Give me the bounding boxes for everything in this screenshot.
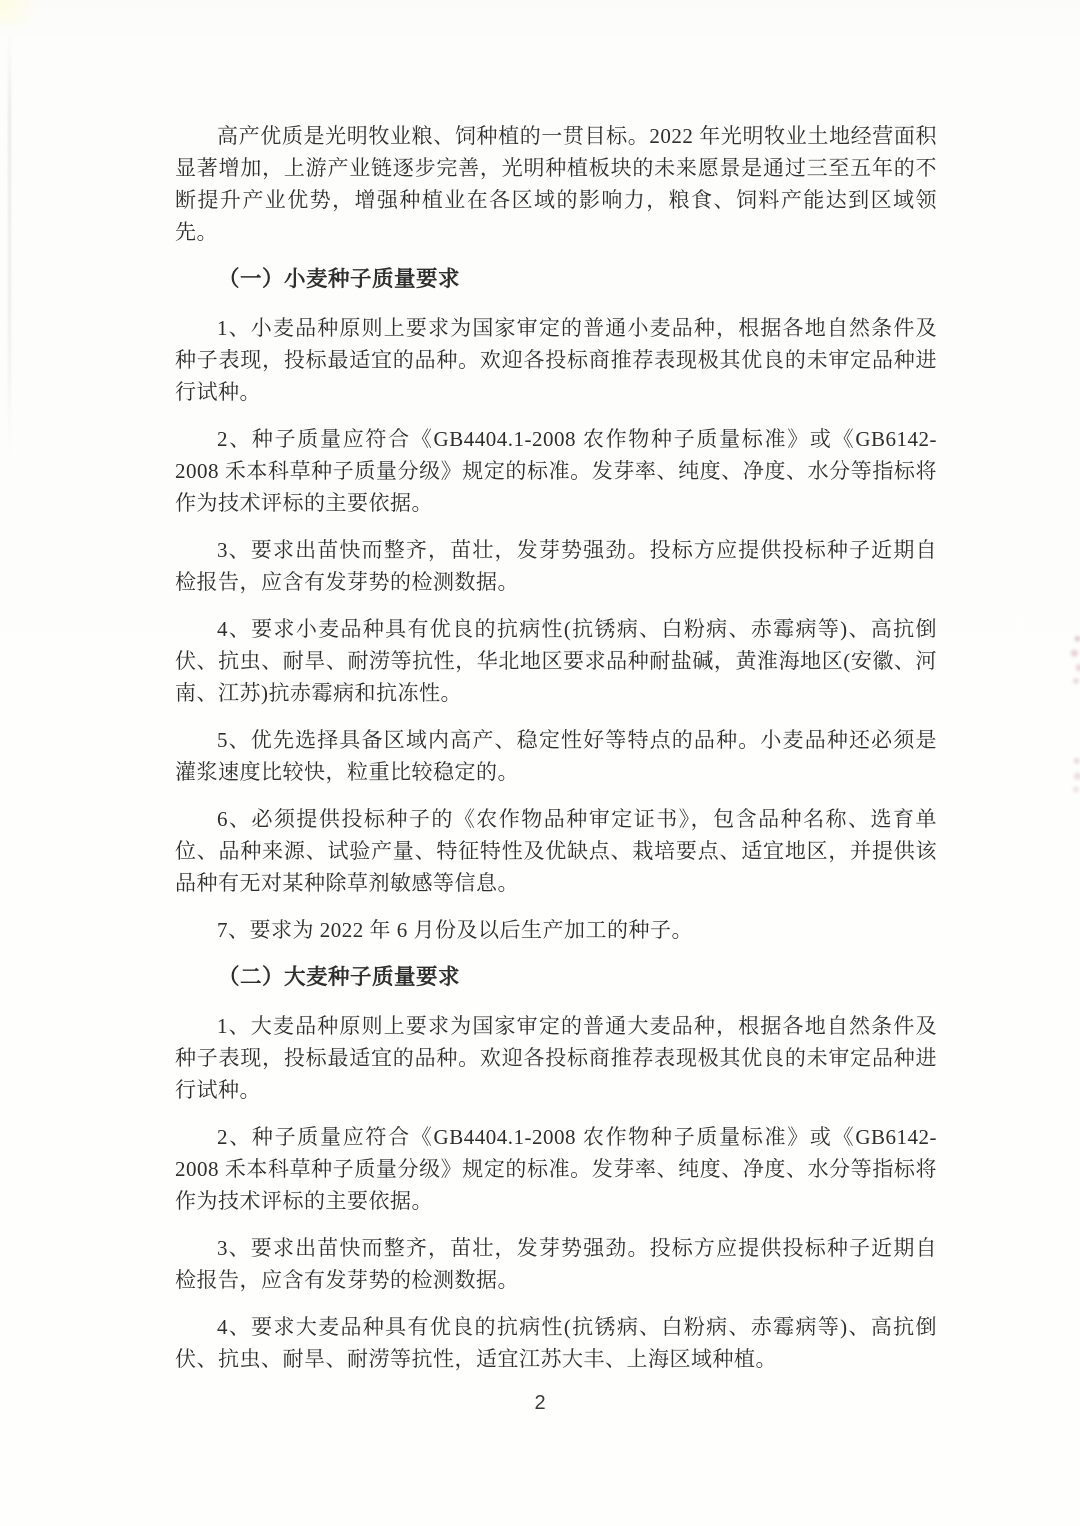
section-1-item-2: 2、种子质量应符合《GB4404.1-2008 农作物种子质量标准》或《GB6142-2008 禾本科草种子质量分级》规定的标准。发芽率、纯度、净度、水分等指标将作为技术评标的主要依据。 bbox=[175, 427, 937, 515]
section-1-heading: （一）小麦种子质量要求 bbox=[218, 267, 461, 291]
section-2-item-2: 2、种子质量应符合《GB4404.1-2008 农作物种子质量标准》或《GB6142-2008 禾本科草种子质量分级》规定的标准。发芽率、纯度、净度、水分等指标将作为技术评标的主要依据。 bbox=[175, 1125, 937, 1213]
scan-corner-tint bbox=[0, 0, 46, 26]
section-1-item-5: 5、优先选择具备区域内高产、稳定性好等特点的品种。小麦品种还必须是灌浆速度比较快，粒重比较稳定的。 bbox=[175, 728, 937, 784]
section-2-item-1: 1、大麦品种原则上要求为国家审定的普通大麦品种，根据各地自然条件及种子表现，投标最适宜的品种。欢迎各投标商推荐表现极其优良的未审定品种进行试种。 bbox=[175, 1014, 937, 1102]
seal-stamp-fragment bbox=[1068, 752, 1080, 796]
scan-crease-artifact bbox=[8, 30, 11, 460]
document-body bbox=[175, 120, 937, 1390]
seal-stamp-fragment bbox=[1068, 630, 1080, 688]
section-2-item-4: 4、要求大麦品种具有优良的抗病性(抗锈病、白粉病、赤霉病等)、高抗倒伏、抗虫、耐旱、耐涝等抗性，适宜江苏大丰、上海区域种植。 bbox=[175, 1315, 937, 1371]
section-1-item-1: 1、小麦品种原则上要求为国家审定的普通小麦品种，根据各地自然条件及种子表现，投标最适宜的品种。欢迎各投标商推荐表现极其优良的未审定品种进行试种。 bbox=[175, 316, 937, 404]
section-1-item-4: 4、要求小麦品种具有优良的抗病性(抗锈病、白粉病、赤霉病等)、高抗倒伏、抗虫、耐旱、耐涝等抗性，华北地区要求品种耐盐碱，黄淮海地区(安徽、河南、江苏)抗赤霉病和抗冻性。 bbox=[175, 617, 937, 705]
page-number: 2 bbox=[534, 1392, 546, 1414]
section-1-item-3: 3、要求出苗快而整齐，苗壮，发芽势强劲。投标方应提供投标种子近期自检报告，应含有发芽势的检测数据。 bbox=[175, 538, 937, 594]
section-1-item-6: 6、必须提供投标种子的《农作物品种审定证书》，包含品种名称、选育单位、品种来源、试验产量、特征特性及优缺点、栽培要点、适宜地区，并提供该品种有无对某种除草剂敏感等信息。 bbox=[175, 807, 937, 895]
section-2-heading: （二）大麦种子质量要求 bbox=[218, 965, 461, 989]
section-1-item-7: 7、要求为 2022 年 6 月份及以后生产加工的种子。 bbox=[217, 918, 693, 942]
intro-paragraph: 高产优质是光明牧业粮、饲种植的一贯目标。2022 年光明牧业土地经营面积显著增加，上游产业链逐步完善，光明种植板块的未来愿景是通过三至五年的不断提升产业优势，增强种植业在各区域的影响力，粮食、饲料产能达到区域领先。 bbox=[175, 124, 937, 244]
section-2-item-3: 3、要求出苗快而整齐，苗壮，发芽势强劲。投标方应提供投标种子近期自检报告，应含有发芽势的检测数据。 bbox=[175, 1236, 937, 1292]
